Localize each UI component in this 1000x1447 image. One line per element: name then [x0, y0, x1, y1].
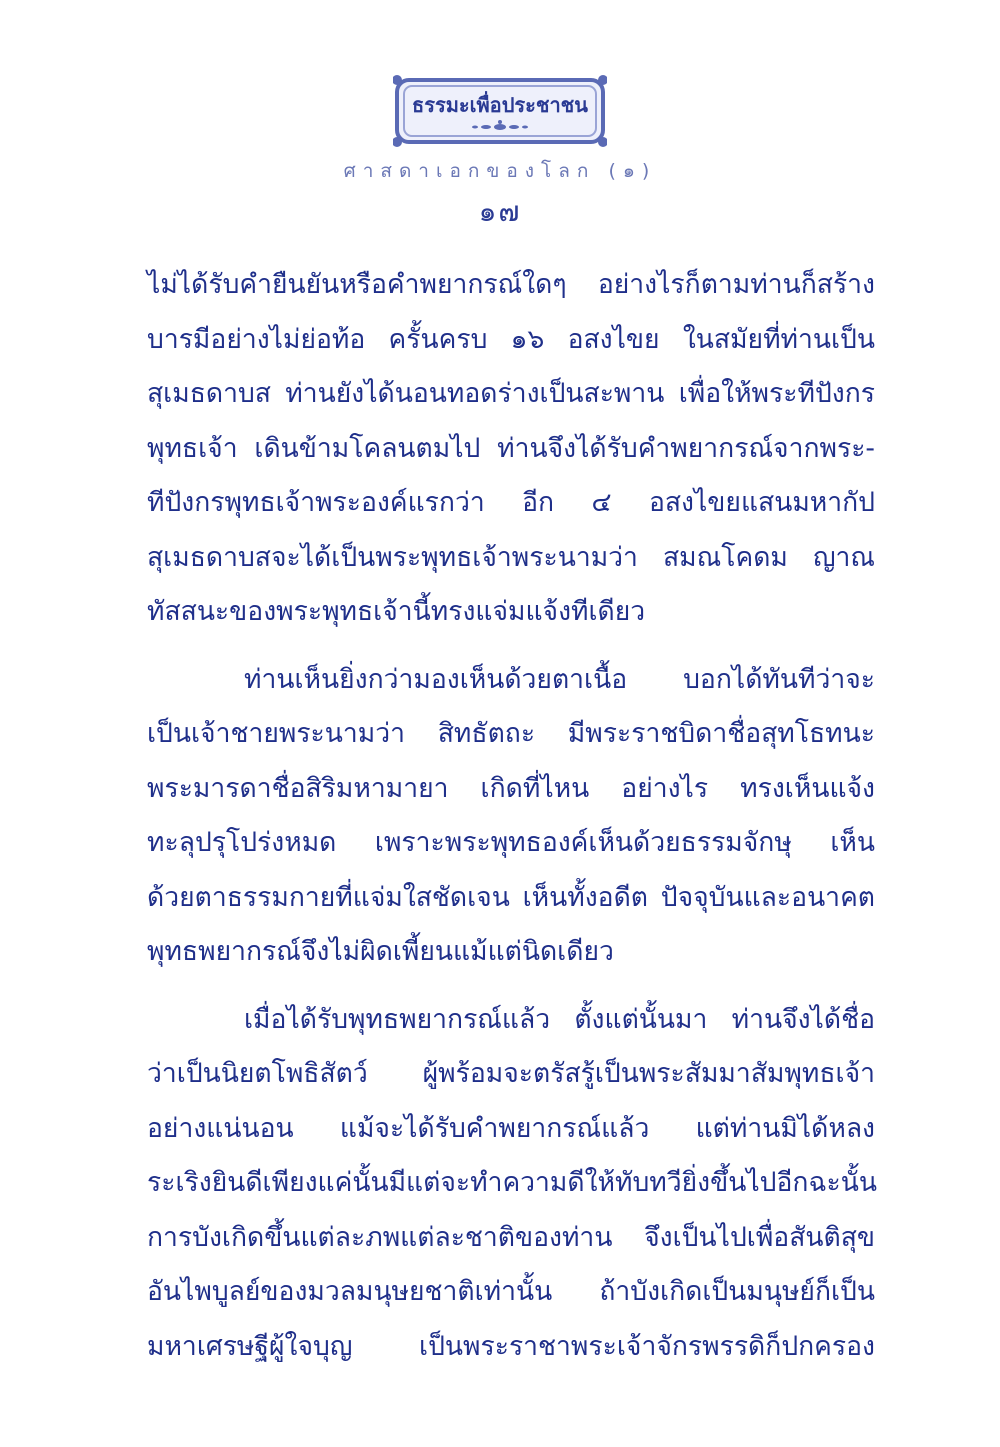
text-line: ท่านเห็นยิ่งกว่ามองเห็นด้วยตาเนื้อ บอกได้ทันทีว่าจะ — [244, 663, 875, 695]
text-line: ไม่ได้รับคำยืนยันหรือคำพยากรณ์ใดๆ อย่างไรก็ตามท่านก็สร้าง — [147, 269, 875, 300]
text-line: สุเมธดาบสจะได้เป็นพระพุทธเจ้าพระนามว่า สมณโคดม ญาณ — [147, 541, 875, 573]
text-line: ระเริงยินดีเพียงแค่นั้นมีแต่จะทำความดีให้ทับทวียิ่งขึ้นไปอีกฉะนั้น — [147, 1167, 877, 1198]
text-line: พระมารดาชื่อสิริมหามายา เกิดที่ไหน อย่างไร ทรงเห็นแจ้ง — [147, 772, 875, 804]
paragraph — [147, 258, 875, 640]
text-line: ทะลุปรุโปร่งหมด เพราะพระพุทธองค์เห็นด้วยธรรมจักษุ เห็น — [147, 827, 875, 858]
text-line: บารมีอย่างไม่ย่อท้อ ครั้นครบ ๑๖ อสงไขย ในสมัยที่ท่านเป็น — [147, 323, 875, 355]
text-line: เป็นเจ้าชายพระนามว่า สิทธัตถะ มีพระราชบิดาชื่อสุทโธทนะ — [147, 718, 875, 749]
text-line: สุเมธดาบส ท่านยังได้นอนทอดร่างเป็นสะพาน เพื่อให้พระทีปังกร — [147, 378, 875, 409]
text-line: อันไพบูลย์ของมวลมนุษยชาติเท่านั้น ถ้าบังเกิดเป็นมนุษย์ก็เป็น — [147, 1276, 875, 1307]
text-line: อย่างแน่นอน แม้จะได้รับคำพยากรณ์แล้ว แต่ท่านมิได้หลง — [147, 1112, 875, 1144]
logo-text: ธรรมะเพื่อประชาชน — [412, 93, 588, 117]
page-number: ๑๗ — [478, 195, 522, 228]
text-line: ทัสสนะของพระพุทธเจ้านี้ทรงแจ่มแจ้งทีเดียว — [147, 596, 646, 627]
text-line: มหาเศรษฐีผู้ใจบุญ เป็นพระราชาพระเจ้าจักรพรรดิก็ปกครอง — [147, 1330, 875, 1362]
text-line: ว่าเป็นนิยตโพธิสัตว์ ผู้พร้อมจะตรัสรู้เป็นพระสัมมาสัมพุทธเจ้า — [147, 1058, 875, 1089]
text-line: เมื่อได้รับพุทธพยากรณ์แล้ว ตั้งแต่นั้นมา ท่านจึงได้ชื่อ — [244, 1003, 875, 1035]
body-text — [147, 258, 875, 1387]
text-line: พุทธเจ้า เดินข้ามโคลนตมไป ท่านจึงได้รับคำพยากรณ์จากพระ- — [147, 432, 875, 464]
series-title: ศาสดาเอกของโลก (๑) — [343, 160, 657, 182]
text-line: ด้วยตาธรรมกายที่แจ่มใสชัดเจน เห็นทั้งอดีต ปัจจุบันและอนาคต — [147, 881, 875, 913]
logo — [393, 74, 607, 152]
text-line: พุทธพยากรณ์จึงไม่ผิดเพี้ยนแม้แต่นิดเดียว — [147, 936, 614, 967]
paragraph — [147, 993, 875, 1375]
text-line: การบังเกิดขึ้นแต่ละภพแต่ละชาติของท่าน จึงเป็นไปเพื่อสันติสุข — [147, 1221, 875, 1253]
text-line: ทีปังกรพุทธเจ้าพระองค์แรกว่า อีก ๔ อสงไขยแสนมหากัป — [147, 487, 875, 518]
paragraph — [147, 653, 875, 980]
